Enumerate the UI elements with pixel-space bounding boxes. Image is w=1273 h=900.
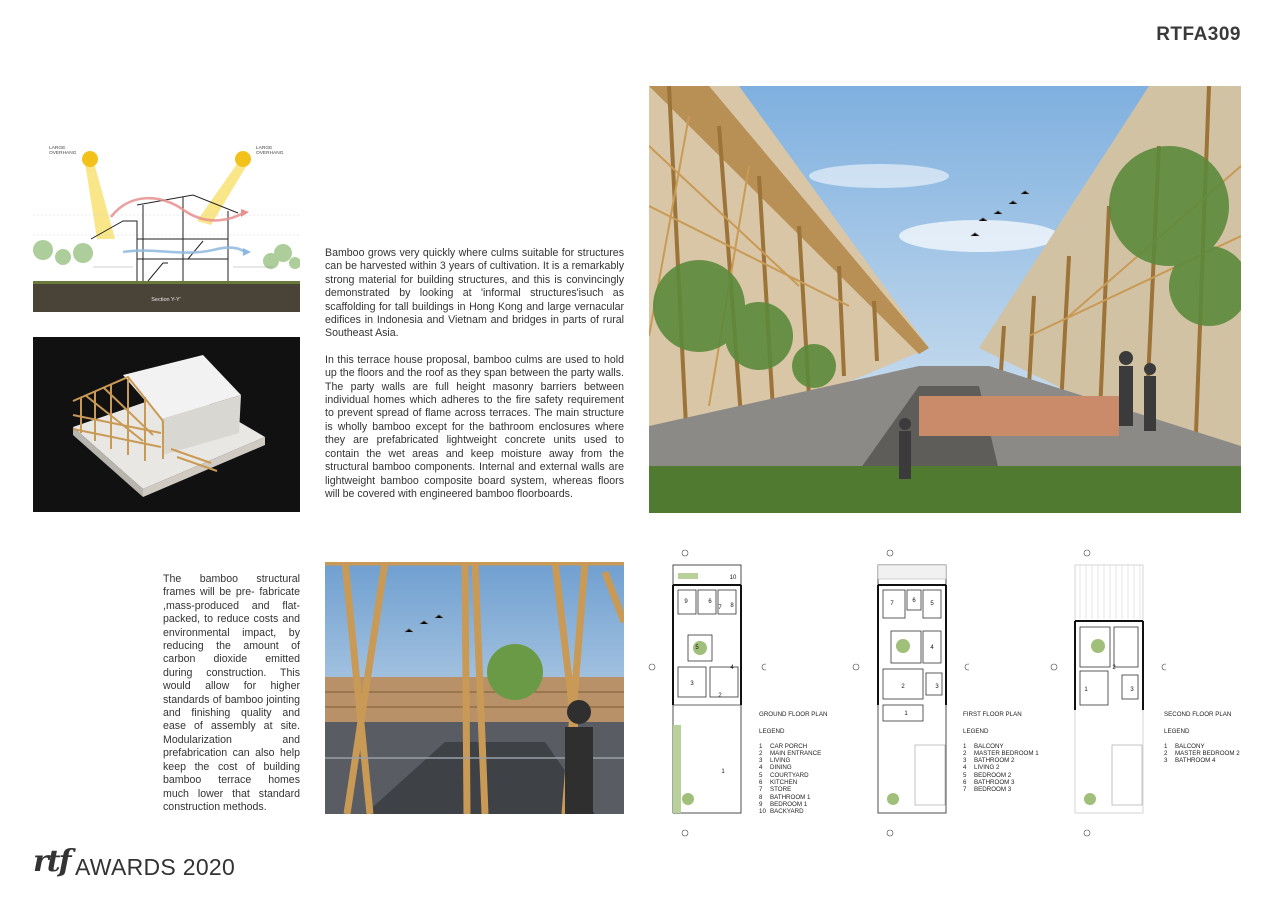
svg-text:7: 7 [718,605,722,611]
legend-item: 9 BEDROOM 1 [759,800,808,808]
section-drawing [33,135,300,312]
legend-label: LEGEND [963,728,989,736]
second-floor-plan-drawing [1048,545,1166,845]
legend-item: 7 STORE [759,786,792,794]
svg-text:LARGE: LARGE [49,146,66,151]
legend-label: LEGEND [1164,728,1190,736]
svg-text:OVERHANG: OVERHANG [49,151,77,156]
first-floor-plan-drawing [851,545,969,845]
ground-floor-legend [759,711,851,816]
sun-left-icon [82,151,98,167]
legend-item: 5 COURTYARD [759,771,809,779]
model-photo [33,337,300,512]
svg-text:2: 2 [718,693,722,699]
svg-text:LARGE: LARGE [256,146,273,151]
legend-item: 4 DINING [759,764,792,772]
svg-text:6: 6 [708,599,712,605]
ground-floor-plan-title: GROUND FLOOR PLAN [759,711,828,718]
legend-item: 4 LIVING 2 [963,764,1000,772]
second-floor-legend [1164,711,1256,764]
legend-item: 1 CAR PORCH [759,742,808,750]
legend-label: LEGEND [759,728,785,736]
legend-item: 10 BACKYARD [759,808,804,816]
text-block-prefabrication [163,573,300,814]
legend-item: 3 BATHROOM 4 [1164,757,1216,765]
awards-year: AWARDS 2020 [75,854,236,880]
svg-text:1: 1 [721,769,725,775]
legend-item: 1 BALCONY [963,742,1004,750]
legend-item: 1 BALCONY [1164,742,1205,750]
first-floor-legend [963,711,1055,794]
legend-item: 3 LIVING [759,757,791,765]
legend-item: 2 MAIN ENTRANCE [759,749,822,757]
svg-text:10: 10 [729,575,737,581]
svg-text:5: 5 [930,601,934,607]
legend-item: 6 KITCHEN [759,779,798,787]
legend-item: 6 BATHROOM 3 [963,779,1015,787]
svg-text:6: 6 [912,598,916,604]
legend-item: 2 MASTER BEDROOM 1 [963,749,1039,757]
submission-code: RTFA309 [1156,24,1241,45]
legend-item: 5 BEDROOM 2 [963,771,1012,779]
svg-text:8: 8 [730,603,734,609]
svg-text:3: 3 [690,681,694,687]
svg-text:2: 2 [1112,665,1116,671]
svg-text:3: 3 [1130,687,1134,693]
svg-text:OVERHANG: OVERHANG [256,151,284,156]
paragraph-bamboo-growth: Bamboo grows very quickly where culms suitable for structures can be harvested within 3 years of cultivation. It is a remarkably strong material for building structures, and this is convincingly demonstrated by looking at 'informal structures'isuch as scaffolding for tall buildings in Hong Kong and large vernacular edifices in Indonesia and Vietnam and bridges in parts of rural Southeast Asia. [325,247,624,340]
balcony-view-rendering [325,562,624,814]
svg-text:4: 4 [930,645,934,651]
section-caption: Section Y-Y' [151,297,181,303]
rtf-logo-mark: rtf [33,844,70,879]
legend-item: 2 MASTER BEDROOM 2 [1164,749,1240,757]
svg-text:1: 1 [1084,687,1088,693]
svg-text:9: 9 [684,599,688,605]
paragraph-terrace-proposal: In this terrace house proposal, bamboo culms are used to hold up the floors and the roof as they span between the party walls. The party walls are full height masonry barriers between individual homes which adheres to the fire safety requirement to prevent spread of flame across terraces. The main structure is wholly bamboo except for the bathroom enclosures where they are prefabricated lightweight concrete units used to contain the wet areas and keep moisture away from the structural bamboo components. Internal and external walls are lightweight bamboo composite board system, whereas floors will be covered with engineered bamboo floorboards. [325,353,624,500]
sun-right-icon [235,151,251,167]
street-rendering [649,86,1241,513]
svg-text:5: 5 [695,645,699,651]
svg-text:7: 7 [890,601,894,607]
legend-item: 8 BATHROOM 1 [759,793,811,801]
paragraph-prefabrication: The bamboo structural frames will be pre- fabricate ,mass-produced and flat-packed, to reduce costs and environmental impact, by reducing the amount of carbon dioxide emitted during construction. This would allow for higher standards of bamboo jointing and finishing quality and ease of assembly at site. Modularization and prefabrication can also help keep the cost of building bamboo terrace homes much lower that standard construction methods. [163,573,300,813]
ground-floor-plan-drawing [648,545,766,845]
second-floor-plan-title: SECOND FLOOR PLAN [1164,711,1232,718]
svg-text:4: 4 [730,665,734,671]
text-block-bamboo-structure [325,247,624,501]
svg-text:1: 1 [904,711,908,717]
rtf-awards-logo [33,844,263,882]
first-floor-plan-title: FIRST FLOOR PLAN [963,711,1022,718]
svg-text:3: 3 [935,684,939,690]
svg-text:2: 2 [901,684,905,690]
legend-item: 7 BEDROOM 3 [963,786,1012,794]
legend-item: 3 BATHROOM 2 [963,757,1015,765]
